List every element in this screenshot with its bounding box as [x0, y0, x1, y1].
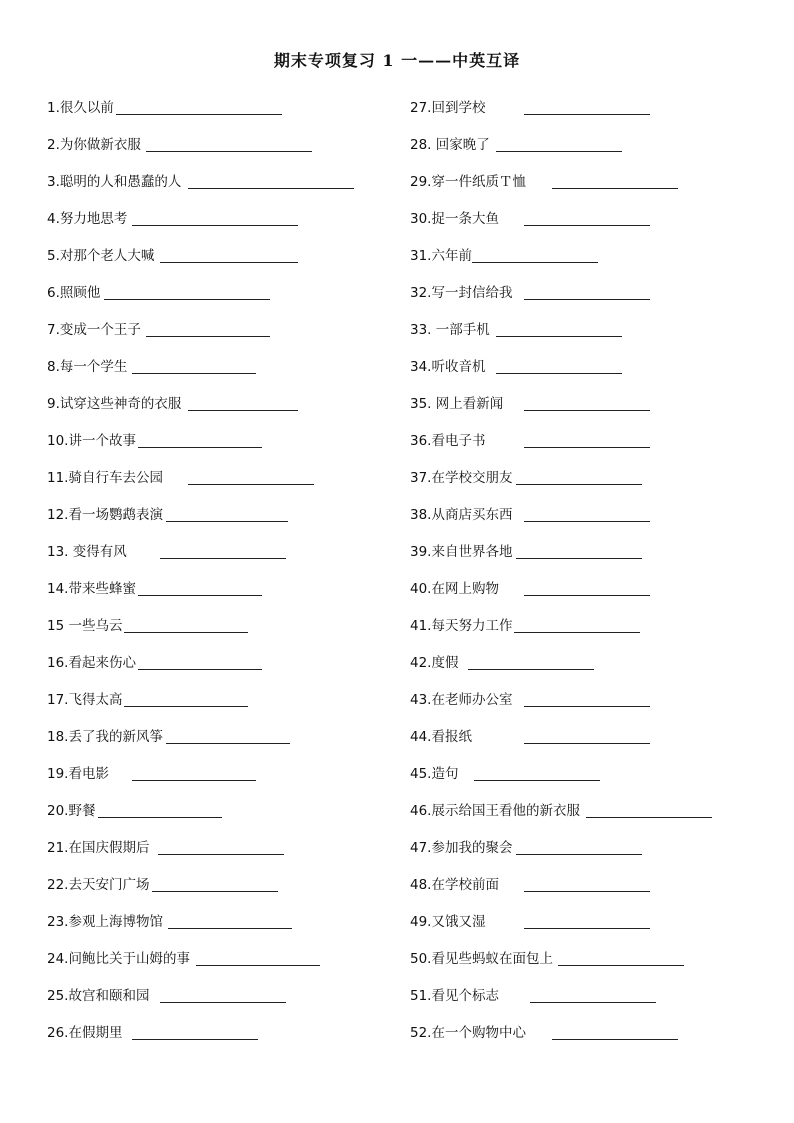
answer-blank[interactable]	[146, 137, 312, 152]
item-prompt: 36.看电子书	[410, 432, 486, 449]
answer-blank[interactable]	[586, 803, 712, 818]
answer-blank[interactable]	[132, 211, 298, 226]
item-prompt: 26.在假期里	[47, 1024, 123, 1041]
exercise-item	[47, 126, 354, 163]
answer-blank[interactable]	[146, 322, 270, 337]
exercise-item	[47, 792, 354, 829]
exercise-item	[47, 866, 354, 903]
answer-blank[interactable]	[524, 507, 650, 522]
item-prompt: 6.照顾他	[47, 284, 101, 301]
answer-blank[interactable]	[132, 766, 256, 781]
item-prompt: 3.聪明的人和愚蠢的人	[47, 173, 182, 190]
item-prompt: 4.努力地思考	[47, 210, 128, 227]
exercise-item	[47, 1014, 354, 1051]
item-prompt: 16.看起来伤心	[47, 654, 136, 671]
answer-blank[interactable]	[524, 285, 650, 300]
item-prompt: 52.在一个购物中心	[410, 1024, 526, 1041]
item-prompt: 11.骑自行车去公园	[47, 469, 163, 486]
answer-blank[interactable]	[474, 766, 600, 781]
exercise-item	[47, 348, 354, 385]
exercise-item	[47, 274, 354, 311]
answer-blank[interactable]	[558, 951, 684, 966]
page-title: 期末专项复习 1 一——中英互译	[273, 51, 521, 70]
answer-blank[interactable]	[524, 433, 650, 448]
exercise-item	[47, 977, 354, 1014]
item-prompt: 21.在国庆假期后	[47, 839, 150, 856]
item-prompt: 14.带来些蜂蜜	[47, 580, 136, 597]
item-prompt: 43.在老师办公室	[410, 691, 513, 708]
answer-blank[interactable]	[116, 100, 282, 115]
answer-blank[interactable]	[158, 840, 284, 855]
item-prompt: 29.穿一件纸质Ｔ恤	[410, 173, 526, 190]
exercise-item	[47, 237, 354, 274]
exercise-item	[47, 681, 354, 718]
answer-blank[interactable]	[188, 470, 314, 485]
exercise-item	[47, 533, 354, 570]
exercise-item	[47, 496, 354, 533]
exercise-item	[47, 311, 354, 348]
item-prompt: 7.变成一个王子	[47, 321, 141, 338]
item-prompt: 32.写一封信给我	[410, 284, 513, 301]
answer-blank[interactable]	[104, 285, 270, 300]
item-prompt: 12.看一场鹦鹉表演	[47, 506, 163, 523]
exercise-item	[410, 1014, 712, 1051]
exercise-item	[410, 200, 712, 237]
answer-blank[interactable]	[138, 581, 262, 596]
item-prompt: 38.从商店买东西	[410, 506, 513, 523]
exercise-item	[410, 681, 712, 718]
exercise-item	[47, 755, 354, 792]
answer-blank[interactable]	[152, 877, 278, 892]
answer-blank[interactable]	[160, 248, 298, 263]
item-prompt: 30.捉一条大鱼	[410, 210, 499, 227]
answer-blank[interactable]	[188, 174, 354, 189]
exercise-item	[410, 311, 712, 348]
answer-blank[interactable]	[160, 544, 286, 559]
exercise-item	[410, 718, 712, 755]
item-prompt: 33. 一部手机	[410, 321, 490, 338]
exercise-item	[410, 829, 712, 866]
exercise-item	[47, 903, 354, 940]
item-prompt: 44.看报纸	[410, 728, 472, 745]
answer-blank[interactable]	[472, 248, 598, 263]
exercise-item	[410, 792, 712, 829]
exercise-item	[47, 89, 354, 126]
exercise-item	[410, 570, 712, 607]
answer-blank[interactable]	[524, 877, 650, 892]
item-prompt: 49.又饿又湿	[410, 913, 486, 930]
exercise-item	[47, 718, 354, 755]
exercise-item	[410, 533, 712, 570]
exercise-item	[410, 866, 712, 903]
item-prompt: 47.参加我的聚会	[410, 839, 513, 856]
item-prompt: 2.为你做新衣服	[47, 136, 141, 153]
exercise-item	[47, 607, 354, 644]
answer-blank[interactable]	[160, 988, 286, 1003]
item-prompt: 19.看电影	[47, 765, 109, 782]
answer-blank[interactable]	[132, 1025, 258, 1040]
exercise-item	[47, 644, 354, 681]
answer-blank[interactable]	[524, 729, 650, 744]
item-prompt: 8.每一个学生	[47, 358, 128, 375]
exercise-item	[410, 385, 712, 422]
exercise-item	[47, 829, 354, 866]
exercise-item	[47, 385, 354, 422]
item-prompt: 34.听收音机	[410, 358, 486, 375]
exercise-item	[410, 237, 712, 274]
exercise-item	[47, 163, 354, 200]
item-prompt: 23.参观上海博物馆	[47, 913, 163, 930]
answer-blank[interactable]	[138, 655, 262, 670]
item-prompt: 13. 变得有风	[47, 543, 127, 560]
item-prompt: 39.来自世界各地	[410, 543, 513, 560]
answer-blank[interactable]	[124, 692, 248, 707]
exercise-item	[47, 940, 354, 977]
item-prompt: 51.看见个标志	[410, 987, 499, 1004]
item-prompt: 45.造句	[410, 765, 459, 782]
answer-blank[interactable]	[138, 433, 262, 448]
exercise-item	[410, 348, 712, 385]
answer-blank[interactable]	[552, 174, 678, 189]
answer-blank[interactable]	[530, 988, 656, 1003]
exercise-item	[47, 200, 354, 237]
item-prompt: 1.很久以前	[47, 99, 114, 116]
item-prompt: 37.在学校交朋友	[410, 469, 513, 486]
exercise-item	[47, 459, 354, 496]
exercise-item	[410, 977, 712, 1014]
right-column	[410, 89, 712, 1051]
item-prompt: 42.度假	[410, 654, 459, 671]
answer-blank[interactable]	[524, 914, 650, 929]
item-prompt: 25.故宫和颐和园	[47, 987, 150, 1004]
answer-blank[interactable]	[496, 137, 622, 152]
item-prompt: 41.每天努力工作	[410, 617, 513, 634]
answer-blank[interactable]	[168, 914, 292, 929]
exercise-item	[410, 422, 712, 459]
answer-blank[interactable]	[524, 692, 650, 707]
item-prompt: 27.回到学校	[410, 99, 486, 116]
exercise-item	[410, 903, 712, 940]
exercise-item	[410, 607, 712, 644]
answer-blank[interactable]	[496, 322, 622, 337]
exercise-item	[410, 89, 712, 126]
answer-blank[interactable]	[516, 544, 642, 559]
answer-blank[interactable]	[132, 359, 256, 374]
item-prompt: 40.在网上购物	[410, 580, 499, 597]
answer-blank[interactable]	[98, 803, 222, 818]
item-prompt: 20.野餐	[47, 802, 96, 819]
answer-blank[interactable]	[196, 951, 320, 966]
item-prompt: 22.去天安门广场	[47, 876, 150, 893]
exercise-item	[47, 570, 354, 607]
answer-blank[interactable]	[166, 507, 288, 522]
answer-blank[interactable]	[516, 470, 642, 485]
answer-blank[interactable]	[524, 211, 650, 226]
answer-blank[interactable]	[514, 618, 640, 633]
item-prompt: 17.飞得太高	[47, 691, 123, 708]
item-prompt: 9.试穿这些神奇的衣服	[47, 395, 182, 412]
exercise-item	[410, 163, 712, 200]
item-prompt: 31.六年前	[410, 247, 472, 264]
exercise-item	[410, 459, 712, 496]
item-prompt: 10.讲一个故事	[47, 432, 136, 449]
item-prompt: 46.展示给国王看他的新衣服	[410, 802, 580, 819]
answer-blank[interactable]	[524, 100, 650, 115]
answer-blank[interactable]	[166, 729, 290, 744]
answer-blank[interactable]	[496, 359, 622, 374]
item-prompt: 24.问鲍比关于山姆的事	[47, 950, 190, 967]
exercise-item	[410, 755, 712, 792]
answer-blank[interactable]	[188, 396, 298, 411]
item-prompt: 48.在学校前面	[410, 876, 499, 893]
exercise-item	[410, 126, 712, 163]
item-prompt: 15 一些乌云	[47, 617, 123, 634]
answer-blank[interactable]	[468, 655, 594, 670]
answer-blank[interactable]	[124, 618, 248, 633]
left-column	[47, 89, 354, 1051]
item-prompt: 35. 网上看新闻	[410, 395, 504, 412]
answer-blank[interactable]	[524, 581, 650, 596]
item-prompt: 28. 回家晚了	[410, 136, 490, 153]
item-prompt: 50.看见些蚂蚁在面包上	[410, 950, 553, 967]
exercise-item	[410, 496, 712, 533]
exercise-item	[410, 274, 712, 311]
item-prompt: 18.丢了我的新风筝	[47, 728, 163, 745]
answer-blank[interactable]	[524, 396, 650, 411]
exercise-item	[410, 644, 712, 681]
item-prompt: 5.对那个老人大喊	[47, 247, 155, 264]
exercise-item	[410, 940, 712, 977]
answer-blank[interactable]	[516, 840, 642, 855]
exercise-item	[47, 422, 354, 459]
answer-blank[interactable]	[552, 1025, 678, 1040]
